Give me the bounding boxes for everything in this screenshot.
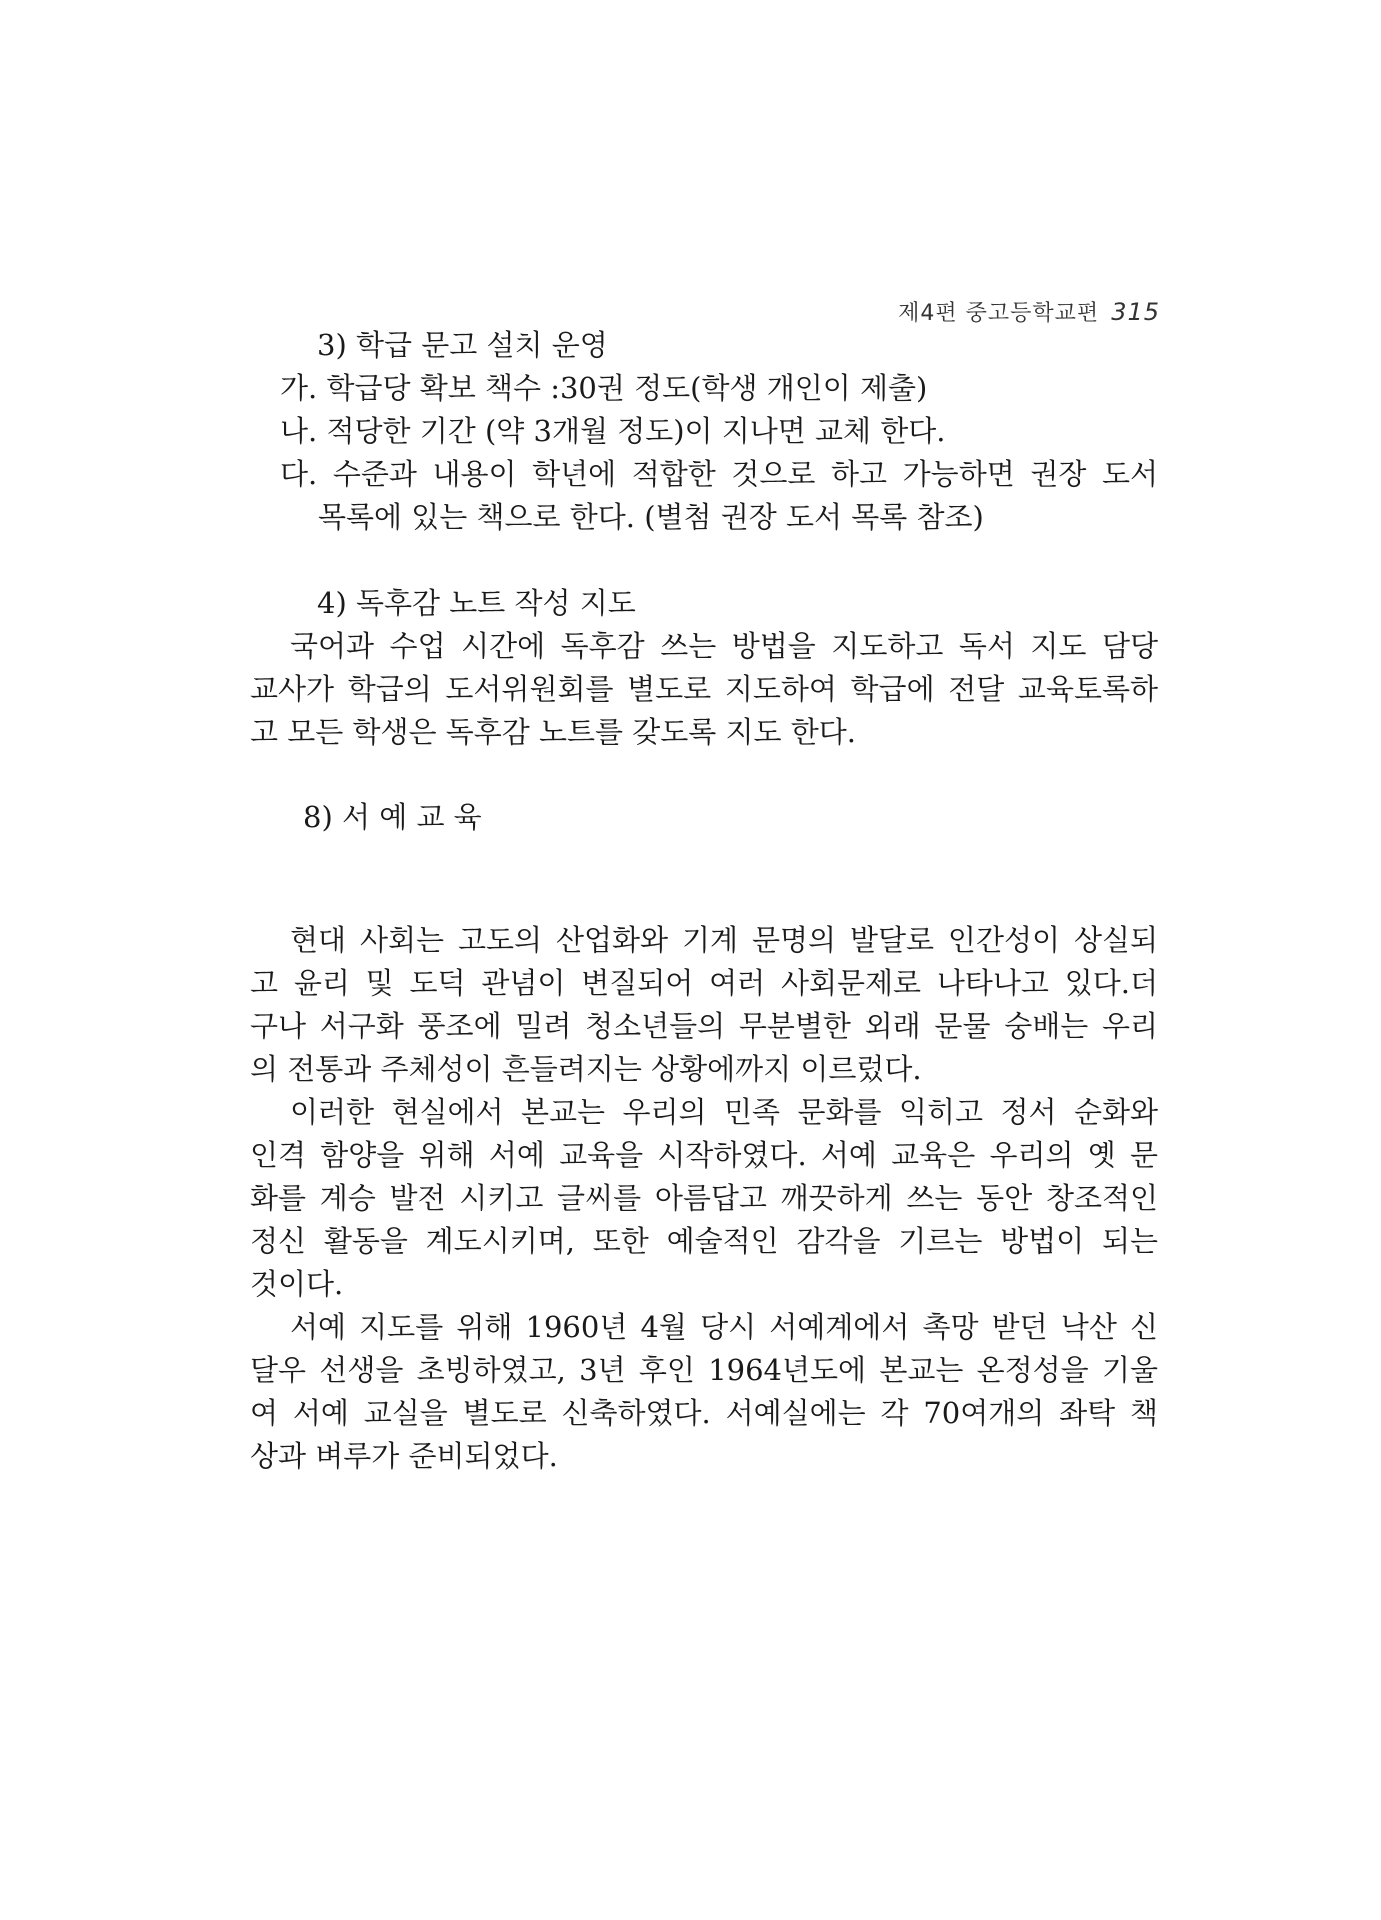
paragraph-line: 인격 함양을 위해 서예 교육을 시작하였다. 서예 교육은 우리의 옛 문 bbox=[250, 1138, 1158, 1172]
paragraph-line: 여 서예 교실을 별도로 신축하였다. 서예실에는 각 70여개의 좌탁 책 bbox=[250, 1396, 1158, 1430]
section-heading: 4) 독후감 노트 작성 지도 bbox=[317, 586, 636, 620]
running-header bbox=[898, 296, 1160, 327]
chapter-title: 제4편 중고등학교편 bbox=[898, 301, 1100, 326]
list-item: 가. 학급당 확보 책수 :30권 정도(학생 개인이 제출) bbox=[280, 371, 928, 405]
paragraph-line: 고 윤리 및 도덕 관념이 변질되어 여러 사회문제로 나타나고 있다.더 bbox=[250, 966, 1158, 1000]
paragraph-line: 현대 사회는 고도의 산업화와 기계 문명의 발달로 인간성이 상실되 bbox=[290, 923, 1158, 957]
list-item: 나. 적당한 기간 (약 3개월 정도)이 지나면 교체 한다. bbox=[280, 414, 946, 448]
list-item-continuation: 목록에 있는 책으로 한다. (별첨 권장 도서 목록 참조) bbox=[318, 500, 984, 534]
paragraph-line: 의 전통과 주체성이 흔들려지는 상황에까지 이르렀다. bbox=[250, 1052, 922, 1086]
paragraph-line: 구나 서구화 풍조에 밀려 청소년들의 무분별한 외래 문물 숭배는 우리 bbox=[250, 1009, 1158, 1043]
paragraph-line: 교사가 학급의 도서위원회를 별도로 지도하여 학급에 전달 교육토록하 bbox=[250, 672, 1158, 706]
section-heading: 8) 서 예 교 육 bbox=[303, 800, 482, 834]
list-item: 다. 수준과 내용이 학년에 적합한 것으로 하고 가능하면 권장 도서 bbox=[280, 457, 1158, 491]
paragraph-line: 이러한 현실에서 본교는 우리의 민족 문화를 익히고 정서 순화와 bbox=[290, 1095, 1158, 1129]
paragraph-line: 상과 벼루가 준비되었다. bbox=[250, 1439, 558, 1473]
paragraph-line: 국어과 수업 시간에 독후감 쓰는 방법을 지도하고 독서 지도 담당 bbox=[290, 629, 1158, 663]
paragraph-line: 달우 선생을 초빙하였고, 3년 후인 1964년도에 본교는 온정성을 기울 bbox=[250, 1353, 1158, 1387]
paragraph-line: 것이다. bbox=[250, 1267, 344, 1301]
paragraph-line: 화를 계승 발전 시키고 글씨를 아름답고 깨끗하게 쓰는 동안 창조적인 bbox=[250, 1181, 1158, 1215]
section-heading: 3) 학급 문고 설치 운영 bbox=[317, 328, 608, 362]
page-number: 315 bbox=[1111, 298, 1160, 326]
paragraph-line: 정신 활동을 계도시키며, 또한 예술적인 감각을 기르는 방법이 되는 bbox=[250, 1224, 1158, 1258]
paragraph-line: 고 모든 학생은 독후감 노트를 갖도록 지도 한다. bbox=[250, 715, 857, 749]
paragraph-line: 서예 지도를 위해 1960년 4월 당시 서예계에서 촉망 받던 낙산 신 bbox=[290, 1310, 1158, 1344]
